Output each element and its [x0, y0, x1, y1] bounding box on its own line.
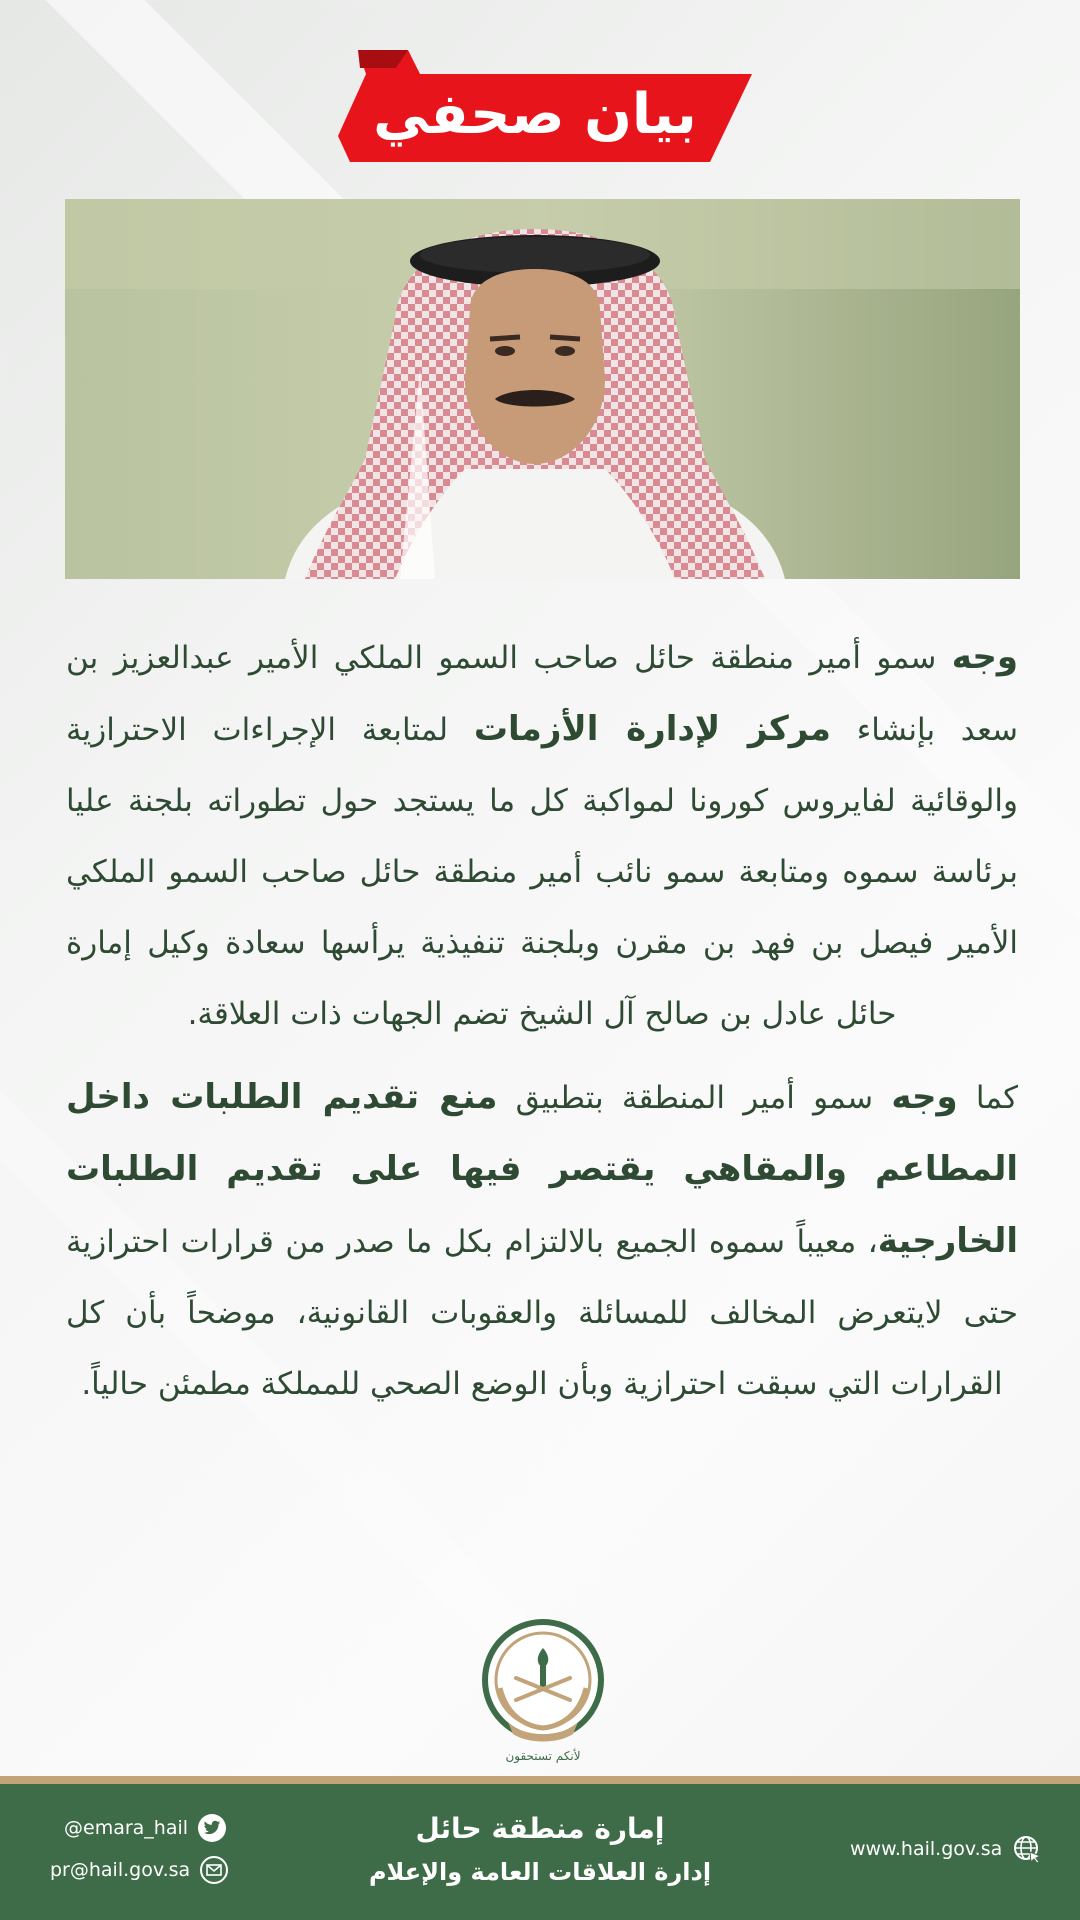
twitter-handle[interactable]: @emara_hail	[64, 1817, 189, 1839]
twitter-icon	[198, 1814, 226, 1842]
emirate-emblem	[478, 1618, 608, 1768]
emblem-motto: لأنكم تستحقون	[505, 1749, 581, 1763]
official-photo	[65, 199, 1020, 579]
badge-title: بيان صحفي	[373, 82, 697, 147]
twitter-contact[interactable]	[64, 1814, 226, 1842]
statement-paragraph-2	[66, 1062, 1018, 1420]
statement-text: سمو أمير المنطقة بتطبيق	[497, 1080, 892, 1116]
statement-bold-text: وجه	[951, 637, 1018, 677]
footer	[0, 1784, 1080, 1920]
statement-text: لمتابعة الإجراءات الاحترازية والوقائية لفايروس كورونا لمواكبة كل ما يستجد حول تطوراته بلجنة عليا برئاسة سموه ومتابعة سمو نائب أمير منطقة حائل صاحب السمو الملكي الأمير فيصل بن فهد بن مقرن وبلجنة تنفيذية يرأسها سعادة وكيل إمارة حائل عادل بن صالح آل الشيخ تضم الجهات ذات العلاقة.	[66, 712, 1018, 1032]
statement-text: ، معيباً سموه الجميع بالالتزام بكل ما صدر من قرارات احترازية حتى لايتعرض المخالف للمسائلة والعقوبات القانونية، موضحاً بأن كل القرارات التي سبقت احترازية وبأن الوضع الصحي للمملكة مطمئن حالياً.	[66, 1224, 1018, 1402]
email-icon	[200, 1856, 228, 1884]
globe-icon	[1012, 1834, 1042, 1864]
footer-title: إمارة منطقة حائل	[415, 1812, 665, 1845]
statement-bold-text: مركز لإدارة الأزمات	[473, 709, 831, 749]
statement-text: سمو أمير منطقة حائل صاحب السمو الملكي الأمير عبدالعزيز بن سعد بإنشاء	[66, 640, 1019, 748]
statement-paragraph-1	[66, 622, 1018, 1050]
footer-subtitle: إدارة العلاقات العامة والإعلام	[368, 1858, 712, 1886]
footer-accent-line	[0, 1776, 1080, 1784]
statement-bold-text: منع تقديم الطلبات داخل المطاعم والمقاهي يقتصر فيها على تقديم الطلبات الخارجية	[66, 1077, 1018, 1261]
website-url[interactable]: www.hail.gov.sa	[850, 1838, 1003, 1860]
email-contact[interactable]	[50, 1856, 228, 1884]
statement-text: كما	[957, 1080, 1018, 1116]
statement-bold-text: وجه	[891, 1077, 958, 1117]
website-contact[interactable]	[850, 1834, 1042, 1864]
email-address[interactable]: pr@hail.gov.sa	[50, 1859, 191, 1881]
press-statement	[66, 622, 1018, 1420]
